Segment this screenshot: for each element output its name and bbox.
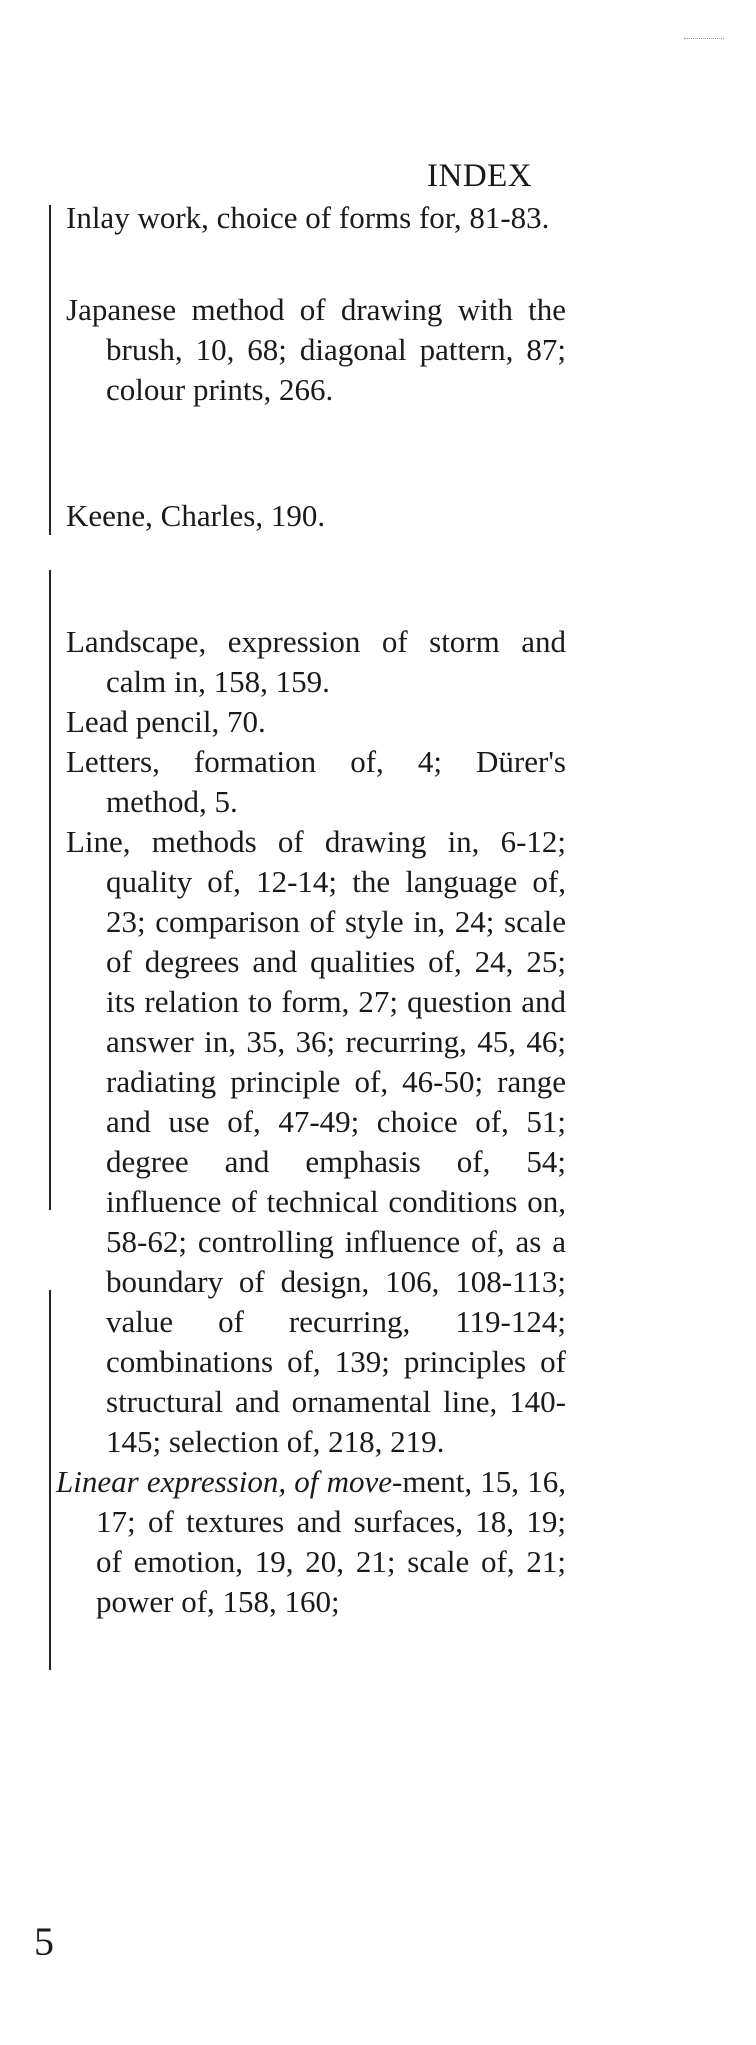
index-entry: Line, methods of drawing in, 6-12; quality of, 12-14; the language of, 23; comparison of style in, 24; scale of degrees and qualities of, 24, 25; its relation to form, 27; question and answer in, 35, 36; recurring, 45, 46; radiating principle of, 46-50; range and use of, 47-49; choice of, 51; degree and emphasis of, 54; influence of technical conditions on, 58-62; controlling influence of, as a boundary of design, 106, 108-113; value of recurring, 119-124; combinations of, 139; principles of structural and ornamental line, 140-145; selection of, 218, 219. [66, 824, 566, 1459]
index-entry-italic-rest: of move [286, 1464, 393, 1499]
signature-number: 5 [34, 1919, 54, 1964]
index-entry: Keene, Charles, 190. [66, 498, 326, 533]
index-entries [56, 198, 566, 1622]
margin-rule [49, 570, 51, 1210]
index-entry: Linear expression, of move-ment, 15, 16, 17; of textures and surfaces, 18, 19; of emotion, 19, 20, 21; scale of, 21; power of, 158, 160; [56, 1464, 566, 1619]
page-title: INDEX [427, 158, 533, 194]
margin-rule [49, 205, 51, 535]
corner-mark [684, 38, 724, 39]
index-entry: Landscape, expression of storm and calm in, 158, 159. [66, 624, 566, 699]
index-entry: Japanese method of drawing with the brush, 10, 68; diagonal pattern, 87; colour prints, 266. [66, 292, 566, 407]
index-entry-italic: Linear expression, [56, 1464, 287, 1499]
margin-rule [49, 1290, 51, 1670]
index-entry: Letters, formation of, 4; Dürer's method, 5. [66, 744, 566, 819]
index-entry: Lead pencil, 70. [66, 704, 266, 739]
index-entry-rest: ment, 15, 16, 17; of textures and surfaces, 18, 19; of emotion, 19, 20, 21; scale of, 21; power of, 158, 160; [96, 1464, 566, 1619]
index-entry: Inlay work, choice of forms for, 81-83. [66, 200, 550, 235]
